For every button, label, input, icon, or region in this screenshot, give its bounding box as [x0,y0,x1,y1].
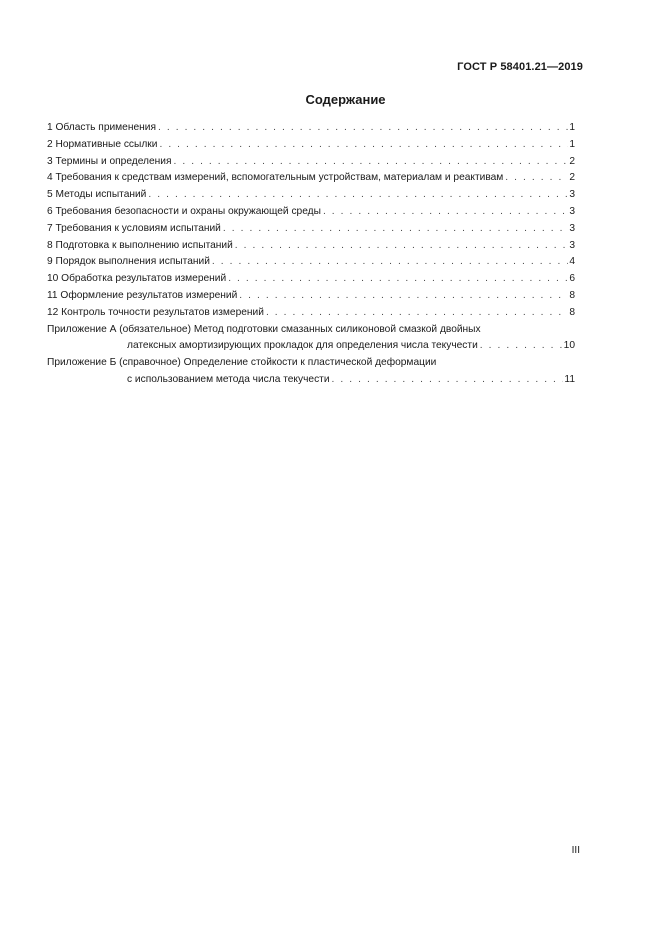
toc-entry-1[interactable] [47,120,575,137]
toc-entry-text: 7 Требования к условиям испытаний [47,222,221,234]
toc-entry-text: 4 Требования к средствам измерений, вспомогательным устройствам, материалам и реактивам [47,172,504,184]
toc-leader-dots [173,154,568,171]
toc-leader-dots [212,254,568,271]
table-of-contents [47,120,575,389]
toc-entry-text: 8 Подготовка к выполнению испытаний [47,239,233,251]
toc-entry-text: 3 Термины и определения [47,155,172,167]
toc-annex-title: Приложение Б (справочное) Определение стойкости к пластической деформации [47,357,437,369]
toc-annex-continuation [47,338,575,355]
toc-entry-page: 1 [569,138,575,150]
toc-entry-8[interactable] [47,238,575,255]
toc-entry-text: 6 Требования безопасности и охраны окружающей среды [47,205,321,217]
toc-entry-7[interactable] [47,221,575,238]
toc-leader-dots [239,288,568,305]
toc-leader-dots [159,137,568,154]
toc-leader-dots [505,170,568,187]
toc-entry-page: 11 [564,373,575,385]
toc-entry-text: 1 Область применения [47,122,156,133]
toc-entry-text: с использованием метода числа текучести [127,373,330,385]
toc-entry-page: 3 [569,189,575,201]
toc-annex-a[interactable] [47,322,575,356]
toc-entry-6[interactable] [47,204,575,221]
toc-entry-5[interactable] [47,187,575,204]
toc-title: Содержание [305,92,386,107]
toc-entry-12[interactable] [47,305,575,322]
toc-entry-page: 8 [569,306,575,318]
toc-leader-dots [228,271,568,288]
toc-entry-text: 9 Порядок выполнения испытаний [47,256,210,268]
toc-entry-page: 10 [563,340,575,352]
toc-annex-b[interactable] [47,355,575,389]
toc-annex-continuation [47,372,575,389]
toc-annex-title: Приложение А (обязательное) Метод подготовки смазанных силиконовой смазкой двойных [47,323,481,335]
toc-entry-9[interactable] [47,254,575,271]
toc-entry-page: 6 [569,273,575,285]
toc-entry-10[interactable] [47,271,575,288]
toc-entry-page: 8 [569,289,575,301]
toc-entry-text: латексных амортизирующих прокладок для определения числа текучести [127,340,478,352]
toc-entry-3[interactable] [47,154,575,171]
toc-leader-dots [480,338,563,355]
toc-entry-page: 3 [569,239,575,251]
toc-leader-dots [323,204,568,221]
toc-entry-11[interactable] [47,288,575,305]
toc-entry-page: 3 [569,205,575,217]
toc-entry-text: 11 Оформление результатов измерений [47,289,238,301]
toc-leader-dots [223,221,568,238]
toc-entry-page: 2 [569,155,575,167]
toc-leader-dots [266,305,568,322]
page-number: III [571,845,580,856]
toc-entry-page: 4 [569,256,575,268]
toc-entry-text: 5 Методы испытаний [47,189,147,201]
toc-entry-page: 3 [569,222,575,234]
toc-entry-text: 12 Контроль точности результатов измерений [47,306,264,318]
toc-entry-text: 2 Нормативные ссылки [47,138,158,150]
toc-entry-page: 1 [569,122,575,133]
toc-entry-4[interactable] [47,170,575,187]
toc-entry-page: 2 [569,172,575,184]
toc-leader-dots [148,187,568,204]
toc-entry-2[interactable] [47,137,575,154]
toc-leader-dots [332,372,564,389]
document-code: ГОСТ Р 58401.21—2019 [457,61,583,73]
toc-leader-dots [235,238,569,255]
toc-leader-dots [158,120,568,137]
toc-entry-text: 10 Обработка результатов измерений [47,273,227,285]
